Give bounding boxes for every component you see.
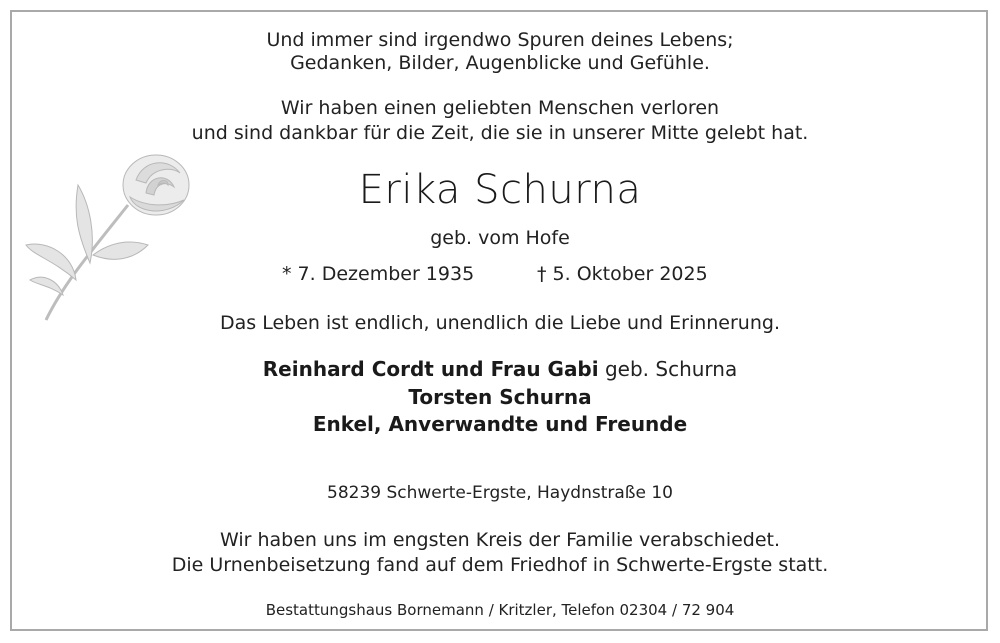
mourner-name-bold: Reinhard Cordt und Frau Gabi <box>262 357 599 381</box>
verse-line-4: und sind dankbar für die Zeit, die sie in unserer Mitte gelebt hat. <box>191 122 809 144</box>
mourner-line-3 <box>0 414 1000 434</box>
death-date: † 5. Oktober 2025 <box>537 263 708 285</box>
verse-line-1: Und immer sind irgendwo Spuren deines Lebens; <box>266 29 734 51</box>
verse-line-3: Wir haben einen geliebten Menschen verloren <box>280 97 720 119</box>
mourner-name-3: Enkel, Anverwandte und Freunde <box>312 412 688 436</box>
dates-row <box>0 265 1000 287</box>
mourner-line-1 <box>0 359 1000 379</box>
birth-name: geb. vom Hofe <box>430 227 570 249</box>
motto: Das Leben ist endlich, unendlich die Liebe und Erinnerung. <box>220 312 780 334</box>
mourner-name-2: Torsten Schurna <box>408 385 592 409</box>
address: 58239 Schwerte-Ergste, Haydnstraße 10 <box>327 483 673 503</box>
funeral-home: Bestattungshaus Bornemann / Kritzler, Telefon 02304 / 72 904 <box>265 601 735 619</box>
notice-line-2: Die Urnenbeisetzung fand auf dem Friedhof in Schwerte-Ergste statt. <box>171 554 829 576</box>
deceased-name: Erika Schurna <box>358 167 642 213</box>
birth-date: * 7. Dezember 1935 <box>282 263 475 285</box>
mourner-line-2 <box>0 387 1000 407</box>
notice-line-1: Wir haben uns im engsten Kreis der Familie verabschiedet. <box>219 529 781 551</box>
verse-line-2: Gedanken, Bilder, Augenblicke und Gefühle. <box>290 52 710 74</box>
mourner-birth-name: geb. Schurna <box>598 357 738 381</box>
